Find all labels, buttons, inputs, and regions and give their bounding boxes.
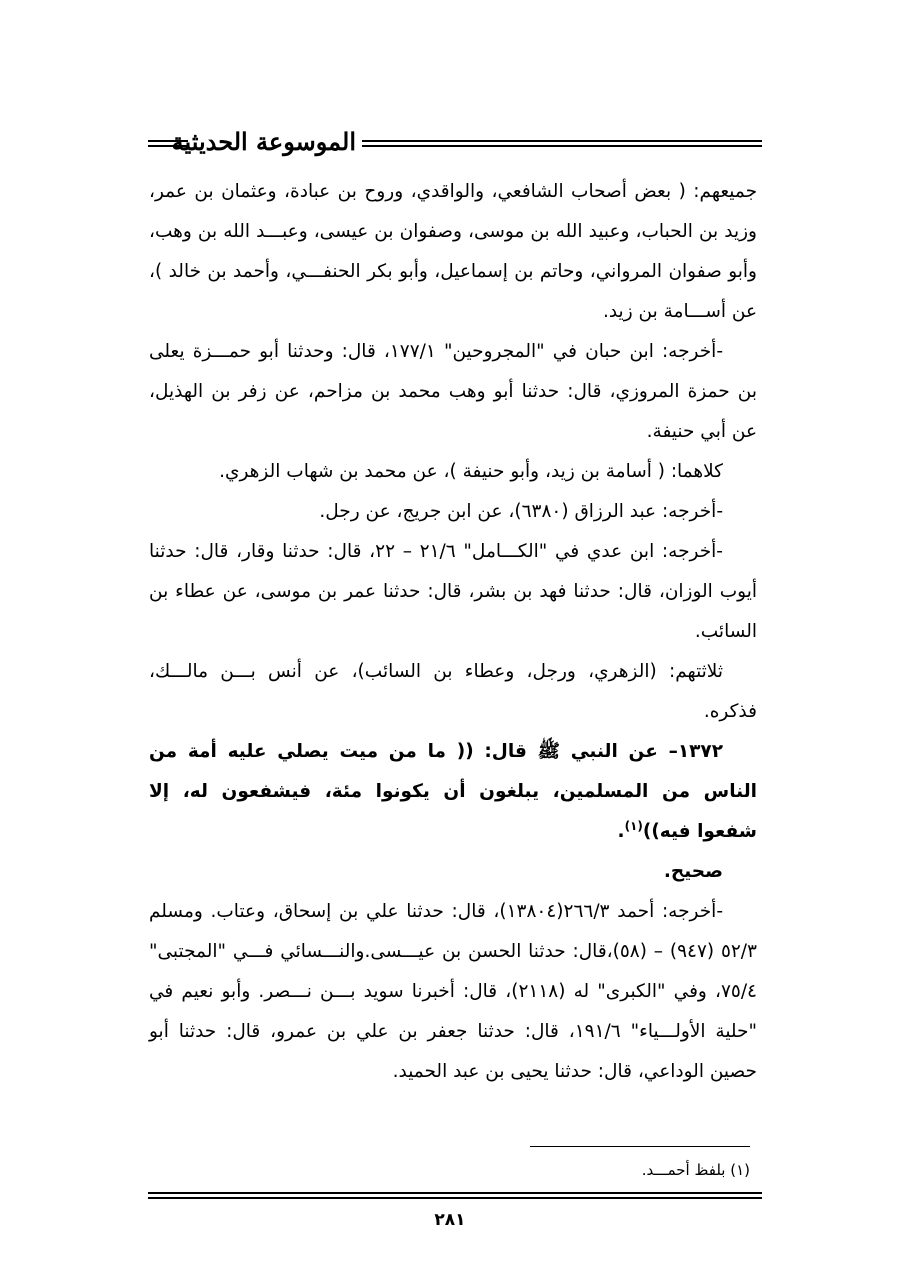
paragraph-narrators: جميعهم: ( بعض أصحاب الشافعي، والواقدي، وروح بن عبادة، وعثمان بن عمر، وزيد بن الحباب، وعبيد الله بن موسى، وصفوان بن عيسى، وعبـــد الله بن وهب، وأبو صفوان المرواني، وحاتم بن إسماعيل، وأبو بكر الحنفـــي، وأحمد بن خالد )، عن أســـامة بن زيد.: [149, 181, 757, 322]
main-text: [149, 172, 757, 1092]
page-number: ٢٨١: [434, 1210, 466, 1230]
paragraph-three-of-them: ثلاثتهم: (الزهري، ورجل، وعطاء بن السائب)، عن أنس بـــن مالـــك، فذكره.: [149, 661, 757, 722]
hadith-grade: صحيح.: [663, 861, 723, 882]
paragraph-ibn-hibban: -أخرجه: ابن حبان في "المجروحين" ١٧٧/١، قال: وحدثنا أبو حمـــزة يعلى بن حمزة المروزي، قال: حدثنا أبو وهب محمد بن مزاحم، عن زفر بن الهذيل، عن أبي حنيفة.: [149, 341, 757, 442]
footnote-reference[interactable]: (١): [624, 818, 643, 833]
header-rule-right: [362, 140, 762, 147]
page-header: [148, 120, 762, 166]
header-title: الموسوعة الحديثية: [171, 127, 356, 156]
paragraph-takhrij: -أخرجه: أحمد ٢٦٦/٣(١٣٨٠٤)، قال: حدثنا علي بن إسحاق، وعتاب. ومسلم ٥٢/٣ (٩٤٧) – (٥٨)،قال: حدثنا الحسن بن عيـــسى.والنـــسائي فـــي "المجتبى" ٧٥/٤، وفي "الكبرى" له (٢١١٨)، قال: أخبرنا سويد بـــن نـــصر. وأبو نعيم في "حلية الأولـــياء" ١٩١/٦، قال: حدثنا جعفر بن علي بن عمرو، قال: حدثنا أبو حصين الوداعي، قال: حدثنا يحيى بن عبد الحميد.: [149, 901, 758, 1082]
footnote-divider: [530, 1146, 750, 1147]
paragraph-ibn-adi: -أخرجه: ابن عدي في "الكـــامل" ٢١/٦ – ٢٢، قال: حدثنا وقار، قال: حدثنا أيوب الوزان، قال: حدثنا فهد بن بشر، قال: حدثنا عمر بن موسى، عن عطاء بن السائب.: [149, 541, 757, 642]
header-rule-left: [148, 140, 188, 147]
hadith-body: ١٣٧٢– عن النبي ﷺ قال: (( ما من ميت يصلي عليه أمة من الناس من المسلمين، يبلغون أن يكونوا مئة، فيشفعون له، إلا شفعوا فيه)): [149, 741, 757, 842]
hadith-text: [149, 732, 757, 852]
paragraph-both: كلاهما: ( أسامة بن زيد، وأبو حنيفة )، عن محمد بن شهاب الزهري.: [219, 461, 723, 482]
hadith-end: .: [617, 821, 625, 842]
footnote: (١) بلفظ أحمـــد.: [641, 1161, 750, 1179]
paragraph-abd-alrazzaq: -أخرجه: عبد الرزاق (٦٣٨٠)، عن ابن جريج، عن رجل.: [319, 501, 723, 522]
footer-rule: [148, 1192, 762, 1199]
